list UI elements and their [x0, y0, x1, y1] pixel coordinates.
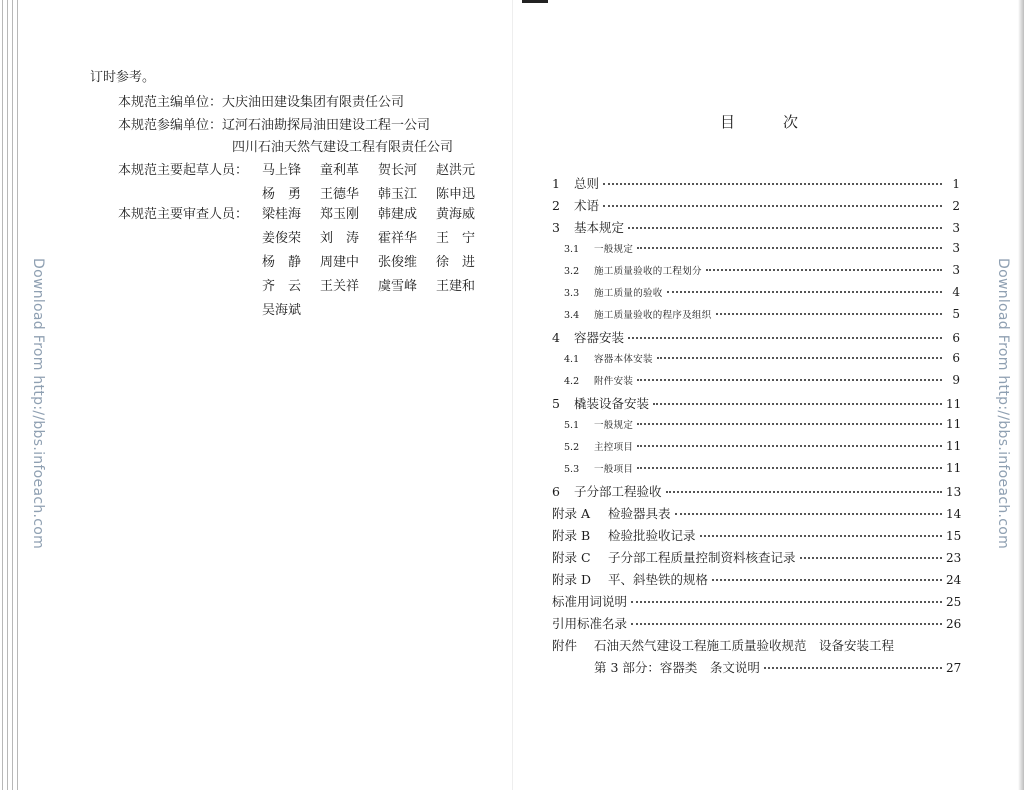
person-name: 张俊维: [378, 255, 418, 270]
person-name: 杨 勇: [262, 187, 302, 202]
toc-entry[interactable]: [552, 174, 960, 196]
reviewers-names: [262, 203, 494, 323]
toc-entry-title: 一般规定: [594, 420, 634, 431]
toc-leader-dots: [764, 657, 942, 669]
toc-entry-number: 3: [552, 220, 560, 235]
person-name: 郑玉刚: [320, 207, 360, 222]
toc-entry-number: 附录 C: [552, 550, 591, 565]
toc-entry-number: 5.1: [564, 420, 580, 431]
toc-entry-number: 4.2: [564, 376, 580, 387]
toc-leader-dots: [637, 457, 942, 469]
table-of-contents: [552, 174, 960, 680]
page-gutter: [512, 0, 513, 790]
toc-entry-number: 5: [552, 396, 560, 411]
toc-page-number: 15: [946, 529, 962, 543]
toc-page-number: 13: [946, 485, 962, 499]
toc-entries: [552, 174, 960, 636]
toc-leader-dots: [628, 327, 942, 339]
toc-page-number: 11: [946, 417, 962, 431]
participant-unit-1: 辽河石油勘探局油田建设工程一公司: [222, 118, 431, 133]
toc-leader-dots: [657, 347, 942, 359]
participant-unit-2: 四川石油天然气建设工程有限责任公司: [232, 140, 454, 155]
drafters-label-row: [118, 159, 248, 178]
person-name: 韩建成: [378, 207, 418, 222]
drafters-label: 本规范主要起草人员：: [118, 163, 249, 178]
watermark-left: Download From http://bbs.infoeach.com: [30, 258, 46, 550]
watermark-right: Download From http://bbs.infoeach.com: [995, 258, 1011, 550]
toc-attachment[interactable]: [552, 636, 960, 658]
toc-entry-title: 一般规定: [594, 244, 634, 255]
toc-entry[interactable]: [552, 614, 960, 636]
toc-entry-number: 3.1: [564, 244, 580, 255]
toc-entry-title: 引用标准名录: [552, 616, 628, 631]
toc-entry[interactable]: [552, 196, 960, 218]
toc-entry-title: 施工质量验收的程序及组织: [594, 310, 712, 321]
toc-entry-title: 标准用词说明: [552, 594, 628, 609]
toc-page-number: 11: [946, 439, 962, 453]
toc-page-number: 11: [946, 461, 962, 475]
person-name: 刘 涛: [320, 231, 360, 246]
toc-page-number: 2: [952, 199, 960, 213]
toc-leader-dots: [706, 259, 942, 271]
reviewers-line: [262, 203, 494, 227]
toc-entry[interactable]: [552, 306, 960, 328]
chief-editor-value: 大庆油田建设集团有限责任公司: [222, 95, 405, 110]
toc-entry-number: 1: [552, 176, 560, 191]
drafters-line: [262, 159, 494, 183]
toc-entry-number: 3.2: [564, 266, 580, 277]
toc-title: 目次: [720, 113, 847, 131]
person-name: 黄海威: [436, 207, 476, 222]
toc-entry-title: 施工质量验收的工程划分: [594, 266, 702, 277]
toc-entry-title: 术语: [574, 198, 600, 213]
toc-leader-dots: [631, 591, 942, 603]
toc-entry-title: 子分部工程验收: [574, 484, 662, 499]
toc-leader-dots: [637, 413, 942, 425]
participants-row-2: [232, 136, 453, 155]
reviewers-line: [262, 299, 494, 323]
person-name: 童利革: [320, 163, 360, 178]
toc-entry-number: 6: [552, 484, 560, 499]
person-name: 陈申迅: [436, 187, 476, 202]
person-name: 杨 静: [262, 255, 302, 270]
toc-entry-title: 施工质量的验收: [594, 288, 663, 299]
toc-entry-title: 主控项目: [594, 442, 634, 453]
reviewers-line: [262, 275, 494, 299]
toc-leader-dots: [603, 173, 942, 185]
toc-entry[interactable]: [552, 526, 960, 548]
person-name: 吴海斌: [262, 303, 302, 318]
toc-entry-title: 基本规定: [574, 220, 625, 235]
toc-page-number: 24: [946, 573, 962, 587]
toc-leader-dots: [667, 281, 942, 293]
chief-editor-label: 本规范主编单位：: [118, 95, 223, 110]
toc-entry[interactable]: [552, 548, 960, 570]
toc-entry-number: 5.3: [564, 464, 580, 475]
drafters-names: [262, 159, 494, 207]
toc-page-number: 4: [952, 285, 960, 299]
toc-entry-number: 4: [552, 330, 560, 345]
person-name: 霍祥华: [378, 231, 418, 246]
person-name: 马上锋: [262, 163, 302, 178]
participants-row: [118, 114, 430, 133]
toc-entry-number: 3.3: [564, 288, 580, 299]
toc-page-number: 6: [952, 351, 960, 365]
chief-editor-row: [118, 91, 404, 110]
toc-entry-title: 橇装设备安装: [574, 396, 650, 411]
toc-page-number: 27: [946, 661, 962, 675]
toc-page-number: 26: [946, 617, 962, 631]
toc-leader-dots: [653, 393, 942, 405]
toc-entry[interactable]: [552, 592, 960, 614]
toc-page-number: 3: [952, 221, 960, 235]
toc-entry-number: 2: [552, 198, 560, 213]
scan-top-mark: [522, 0, 548, 3]
toc-entry[interactable]: [552, 570, 960, 592]
person-name: 王关祥: [320, 279, 360, 294]
toc-leader-dots: [700, 525, 942, 537]
toc-attachment-title: 石油天然气建设工程施工质量验收规范 设备安装工程: [594, 638, 895, 653]
person-name: 齐 云: [262, 279, 302, 294]
toc-entry[interactable]: [552, 504, 960, 526]
toc-leader-dots: [675, 503, 942, 515]
toc-entry-number: 附录 D: [552, 572, 591, 587]
person-name: 梁桂海: [262, 207, 302, 222]
toc-leader-dots: [800, 547, 942, 559]
toc-entry-number: 3.4: [564, 310, 580, 321]
toc-entry-number: 5.2: [564, 442, 580, 453]
toc-page-number: 14: [946, 507, 962, 521]
intro-text: 订时参考。: [90, 70, 156, 85]
person-name: 赵洪元: [436, 163, 476, 178]
person-name: 王 宁: [436, 231, 476, 246]
toc-page-number: 11: [946, 397, 962, 411]
toc-entry-title: 子分部工程质量控制资料核查记录: [608, 550, 796, 565]
toc-entry-title: 容器安装: [574, 330, 625, 345]
toc-page-number: 1: [952, 177, 960, 191]
person-name: 王德华: [320, 187, 360, 202]
toc-entry-number: 4.1: [564, 354, 580, 365]
toc-page-number: 5: [952, 307, 960, 321]
toc-entry-title: 附件安装: [594, 376, 634, 387]
toc-attachment-num: 附件: [552, 638, 578, 653]
toc-leader-dots: [666, 481, 942, 493]
toc-entry[interactable]: [552, 460, 960, 482]
toc-leader-dots: [637, 435, 942, 447]
toc-leader-dots: [628, 217, 942, 229]
toc-entry[interactable]: [552, 372, 960, 394]
toc-leader-dots: [712, 569, 942, 581]
reviewers-line: [262, 251, 494, 275]
participants-label: 本规范参编单位：: [118, 118, 223, 133]
toc-entry-title: 一般项目: [594, 464, 634, 475]
toc-page-number: 3: [952, 241, 960, 255]
toc-page-number: 6: [952, 331, 960, 345]
toc-page-number: 23: [946, 551, 962, 565]
toc-entry-title: 容器本体安装: [594, 354, 653, 365]
toc-entry-number: 附录 B: [552, 528, 591, 543]
toc-attachment-subtitle: 第 3 部分：容器类 条文说明: [594, 660, 760, 675]
person-name: 徐 进: [436, 255, 476, 270]
toc-leader-dots: [637, 237, 942, 249]
toc-entry-title: 总则: [574, 176, 600, 191]
toc-leader-dots: [637, 369, 942, 381]
scan-right-edge: [1018, 0, 1024, 790]
reviewers-line: [262, 227, 494, 251]
toc-leader-dots: [716, 303, 942, 315]
toc-entry-number: 附录 A: [552, 506, 591, 521]
person-name: 周建中: [320, 255, 360, 270]
toc-entry[interactable]: [552, 482, 960, 504]
toc-page-number: 9: [952, 373, 960, 387]
toc-leader-dots: [603, 195, 942, 207]
toc-entry-title: 平、斜垫铁的规格: [608, 572, 709, 587]
person-name: 贺长河: [378, 163, 418, 178]
toc-entry-title: 检验器具表: [608, 506, 671, 521]
reviewers-label-row: [118, 203, 248, 222]
toc-leader-dots: [631, 613, 942, 625]
reviewers-label: 本规范主要审查人员：: [118, 207, 249, 222]
toc-attachment-line2[interactable]: [552, 658, 960, 680]
person-name: 虞雪峰: [378, 279, 418, 294]
toc-page-number: 25: [946, 595, 962, 609]
toc-page-number: 3: [952, 263, 960, 277]
person-name: 姜俊荣: [262, 231, 302, 246]
person-name: 王建和: [436, 279, 476, 294]
toc-entry-title: 检验批验收记录: [608, 528, 696, 543]
person-name: 韩玉江: [378, 187, 418, 202]
